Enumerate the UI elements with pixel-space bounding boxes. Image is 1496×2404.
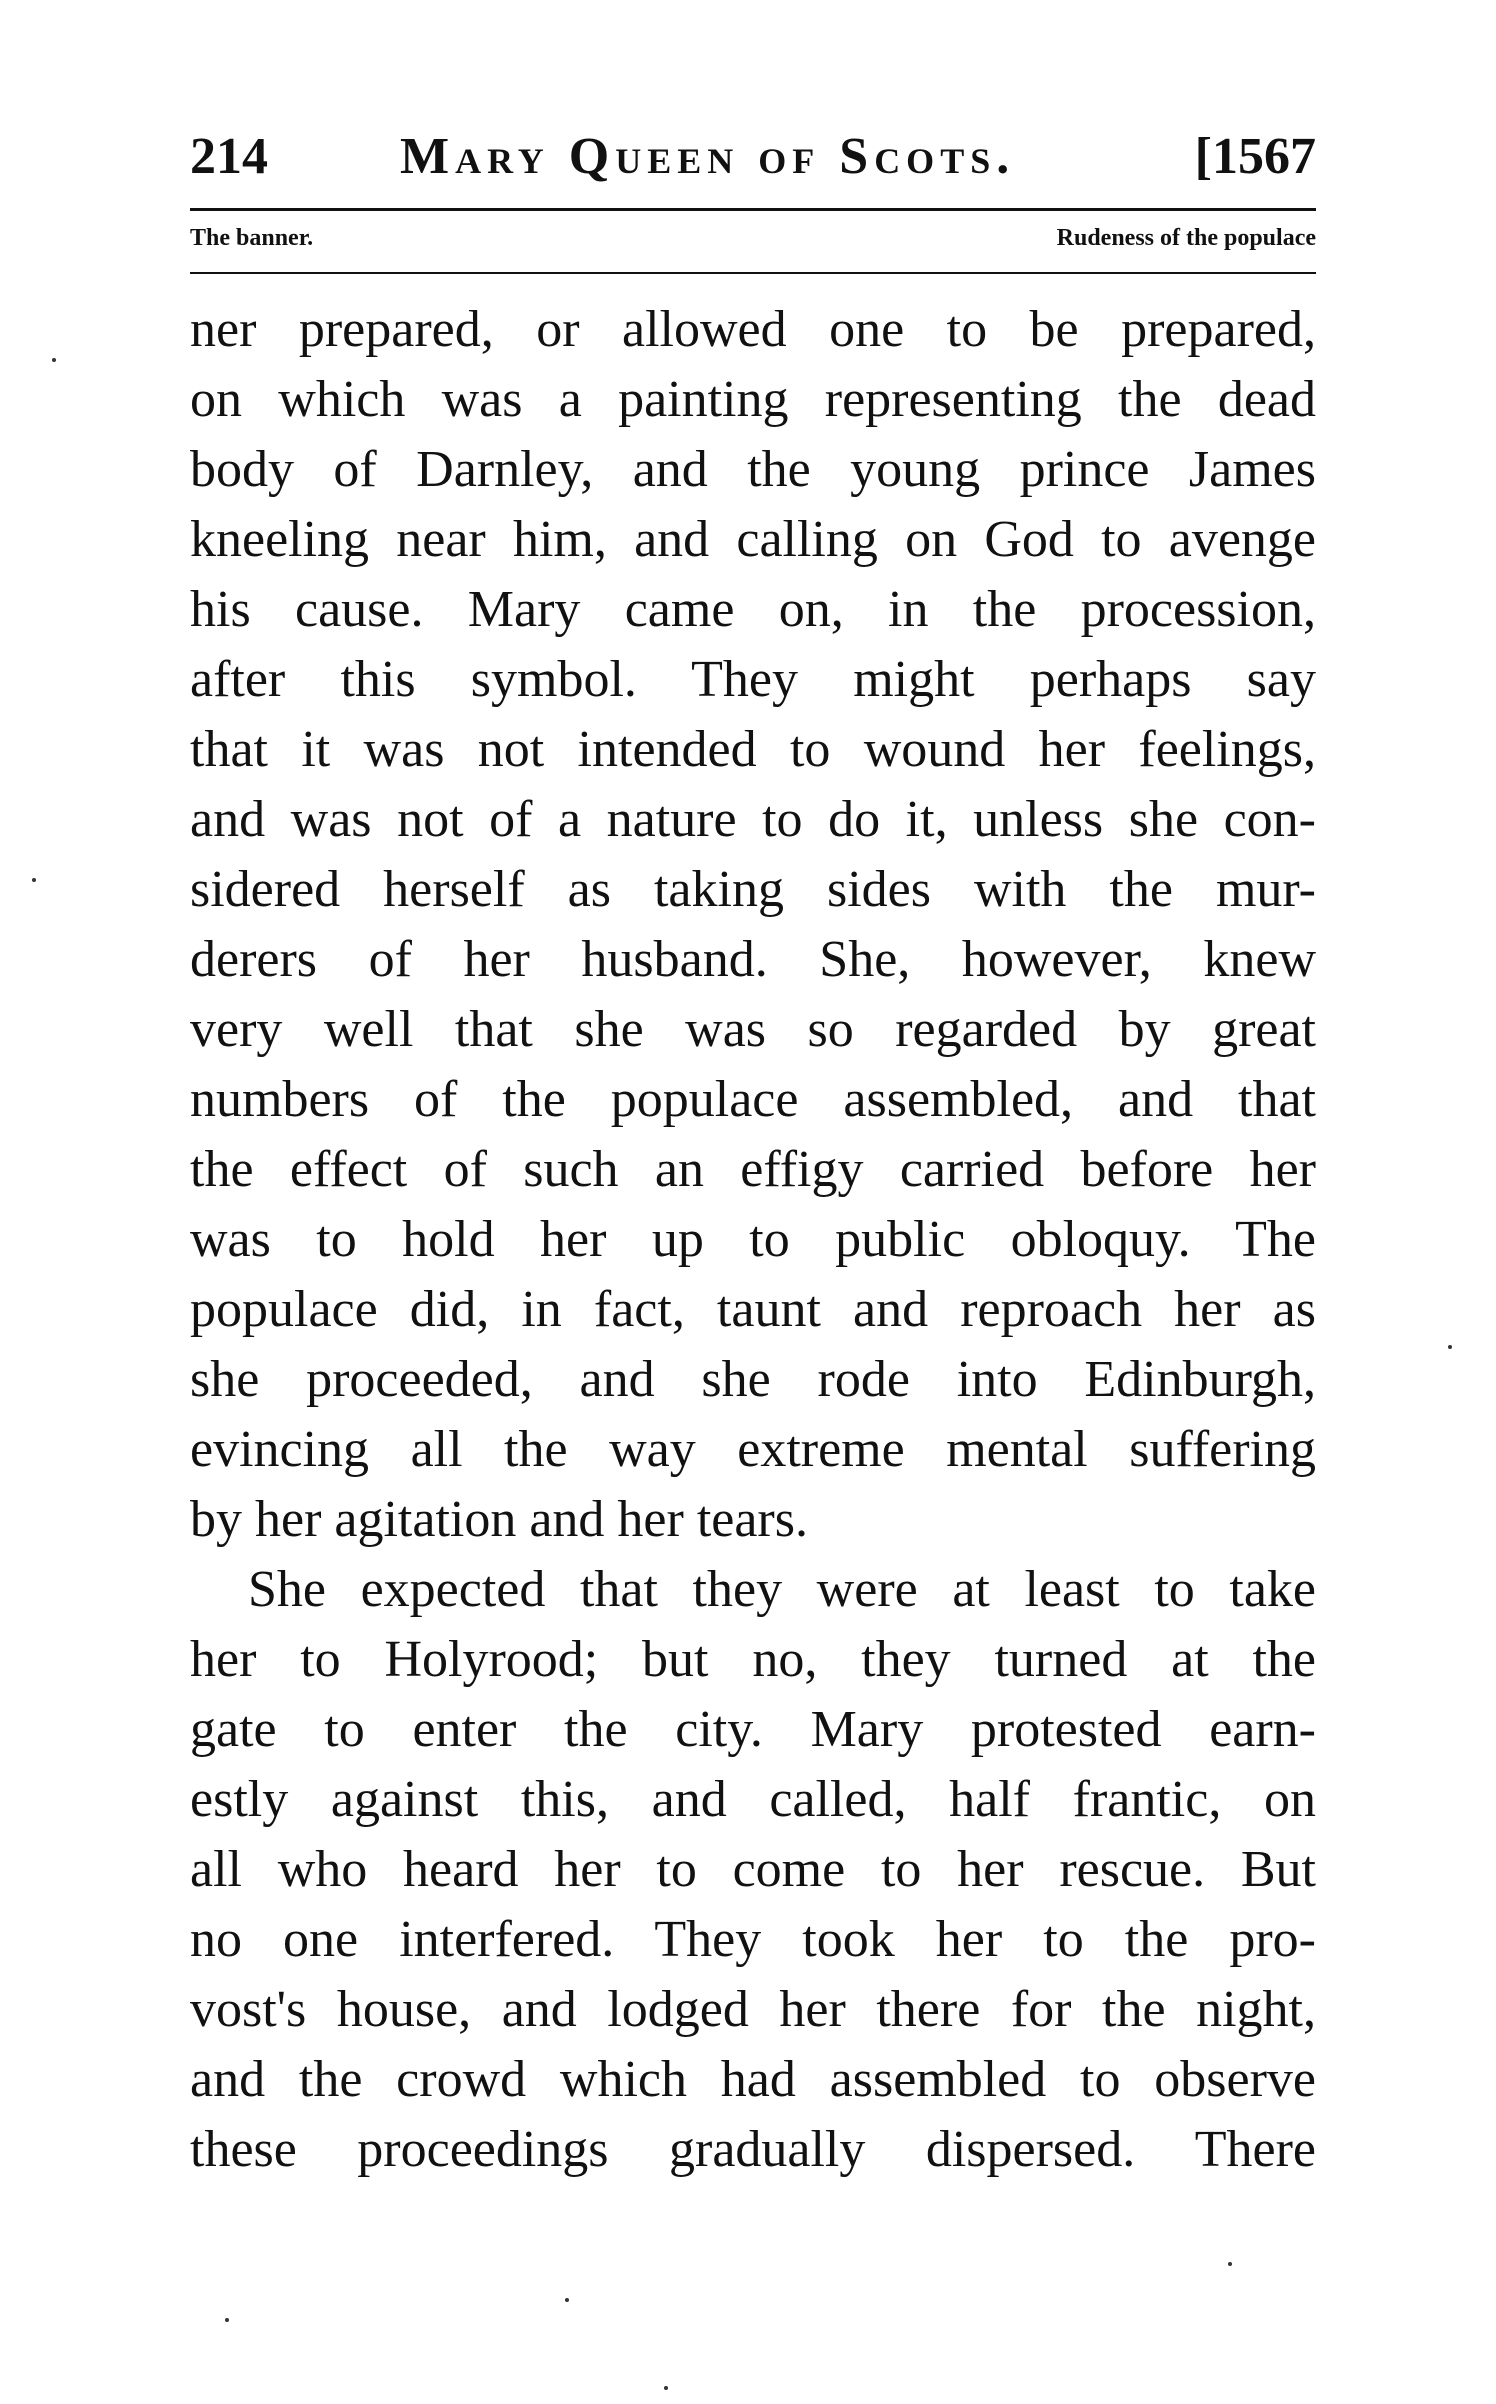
running-head — [190, 122, 1316, 192]
paper-speck — [1448, 1345, 1452, 1349]
text-line: no one interfered. They took her to the pro- — [190, 1911, 1316, 1968]
text-line: that it was not intended to wound her feelings, — [190, 721, 1316, 778]
text-line: sidered herself as taking sides with the mur- — [190, 861, 1316, 918]
sidenotes — [190, 218, 1316, 258]
text-line: vost's house, and lodged her there for the night, — [190, 1981, 1316, 2038]
text-line: these proceedings gradually dispersed. There — [190, 2121, 1316, 2178]
body-text — [190, 295, 1316, 2185]
text-line: derers of her husband. She, however, knew — [190, 931, 1316, 988]
sidenote-left: The banner. — [190, 225, 314, 251]
text-line: and the crowd which had assembled to observe — [190, 2051, 1316, 2108]
header-rule — [190, 208, 1316, 211]
text-line: was to hold her up to public obloquy. The — [190, 1211, 1316, 1268]
paper-speck — [565, 2298, 569, 2302]
paper-speck — [225, 2318, 229, 2322]
text-line: the effect of such an effigy carried before her — [190, 1141, 1316, 1198]
text-line: She expected that they were at least to take — [248, 1561, 1316, 1618]
text-line: body of Darnley, and the young prince James — [190, 441, 1316, 498]
paper-speck — [664, 2386, 668, 2390]
text-line: by her agitation and her tears. — [190, 1491, 808, 1548]
paragraph-1 — [190, 295, 1316, 1555]
text-line: evincing all the way extreme mental suffering — [190, 1421, 1316, 1478]
text-line: all who heard her to come to her rescue. But — [190, 1841, 1316, 1898]
paragraph-2 — [190, 1555, 1316, 2185]
year-marker: [1567 — [1194, 128, 1316, 185]
text-line: she proceeded, and she rode into Edinburgh, — [190, 1351, 1316, 1408]
text-line: his cause. Mary came on, in the procession, — [190, 581, 1316, 638]
text-line: estly against this, and called, half frantic, on — [190, 1771, 1316, 1828]
paper-speck — [52, 358, 56, 362]
sidenote-rule — [190, 272, 1316, 274]
text-line: populace did, in fact, taunt and reproach her as — [190, 1281, 1316, 1338]
sidenote-right: Rudeness of the populace — [1056, 225, 1316, 251]
text-line: after this symbol. They might perhaps say — [190, 651, 1316, 708]
paper-speck — [1228, 2262, 1232, 2266]
text-line: and was not of a nature to do it, unless she con- — [190, 791, 1316, 848]
text-line: her to Holyrood; but no, they turned at the — [190, 1631, 1316, 1688]
book-title: Mary Queen of Scots. — [400, 128, 1016, 185]
text-line: very well that she was so regarded by great — [190, 1001, 1316, 1058]
page-number: 214 — [190, 128, 268, 185]
text-line: on which was a painting representing the dead — [190, 371, 1316, 428]
text-line: ner prepared, or allowed one to be prepared, — [190, 301, 1316, 358]
paper-speck — [32, 878, 36, 882]
text-line: kneeling near him, and calling on God to avenge — [190, 511, 1316, 568]
text-line: numbers of the populace assembled, and that — [190, 1071, 1316, 1128]
text-line: gate to enter the city. Mary protested earn- — [190, 1701, 1316, 1758]
